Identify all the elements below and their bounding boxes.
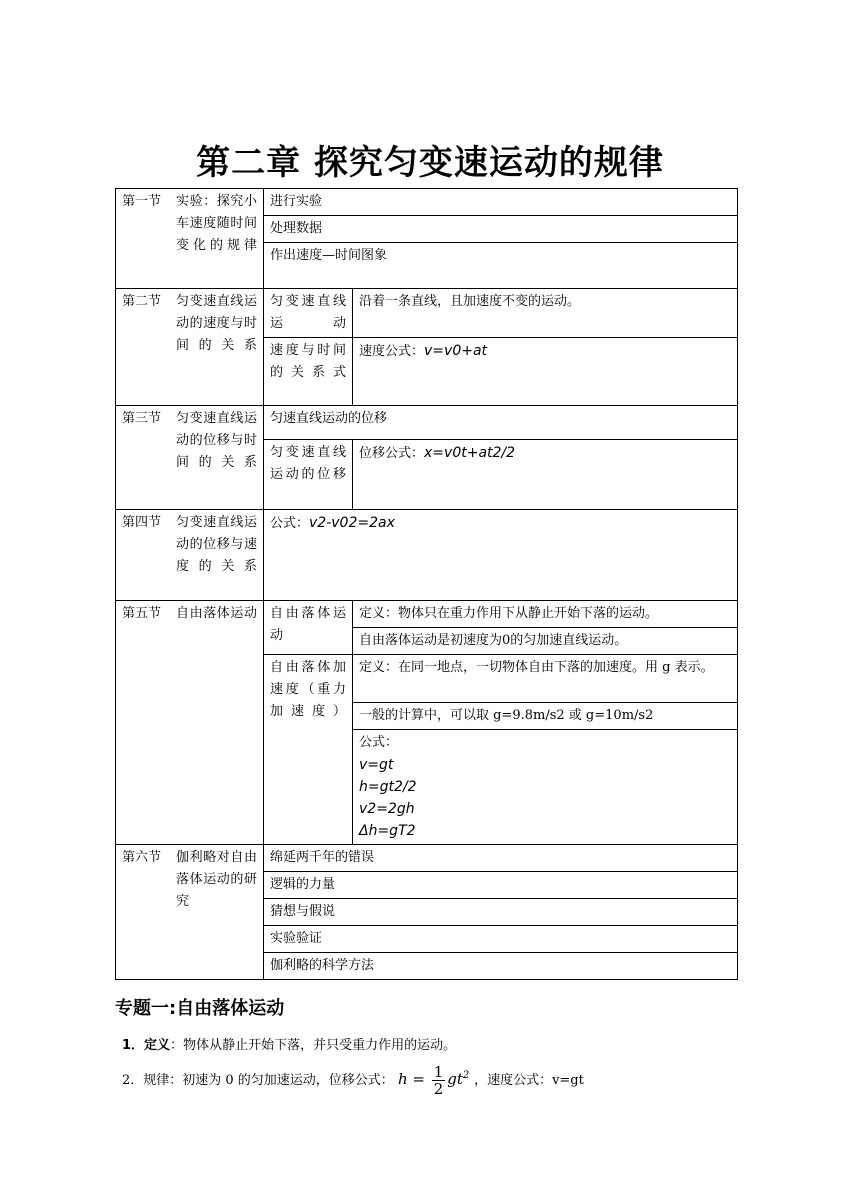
section-name: 伽利略对自由落体运动的研究 — [176, 850, 257, 909]
content-cell: 定义：物体只在重力作用下从静止开始下落的运动。 — [353, 601, 738, 628]
section-name: 实验：探究小车速度随时间变化的规律 — [176, 194, 257, 253]
topic-cell: 匀变速直线运动的位移 — [264, 440, 353, 510]
section-1-cell — [116, 189, 264, 289]
topic-cell: 自由落体运动 — [264, 601, 353, 655]
section-number: 第二节 — [122, 294, 162, 309]
topic-heading: 专题一:自由落体运动 — [115, 998, 285, 1019]
section-number: 第五节 — [122, 606, 162, 621]
formula: v=gt — [359, 757, 394, 773]
definition-text: ：物体从静止开始下落，并只受重力作用的运动。 — [170, 1038, 457, 1053]
formula: v=v0+at — [424, 343, 488, 359]
paragraph-number: 1． — [122, 1038, 145, 1053]
content-cell: 定义：在同一地点，一切物体自由下落的加速度。用 g 表示。 — [353, 655, 738, 703]
section-name: 匀变速直线运动的速度与时间的关系 — [176, 294, 257, 353]
chapter-summary-table — [115, 188, 738, 980]
table-row: 作出速度—时间图象 — [264, 243, 738, 289]
section-number: 第三节 — [122, 411, 162, 426]
formula: x=v0t+at2/2 — [424, 445, 516, 461]
definition-label: 定义 — [144, 1038, 171, 1053]
content-cell — [264, 510, 738, 601]
content-cell: 一般的计算中，可以取 g=9.8m/s2 或 g=10m/s2 — [353, 703, 738, 730]
table-row: 匀速直线运动的位移 — [264, 406, 738, 440]
content-cell — [353, 338, 738, 406]
table-row: 逻辑的力量 — [264, 872, 738, 899]
topic-paragraph-1 — [122, 1034, 456, 1053]
table-row: 实验验证 — [264, 926, 738, 953]
section-3-cell — [116, 406, 264, 510]
section-6-cell — [116, 845, 264, 980]
page-title: 第二章 探究匀变速运动的规律 — [196, 143, 664, 183]
section-number: 第四节 — [122, 515, 162, 530]
section-4-cell — [116, 510, 264, 601]
fraction: $\frac{1}{2}$ — [433, 1062, 444, 1098]
formula: Δh=gT2 — [359, 823, 416, 839]
displacement-formula: h = $\frac{1}{2}$ $gt^2$ — [397, 1062, 470, 1098]
content-cell — [353, 440, 738, 510]
formula-label: 公式： — [270, 516, 310, 531]
section-number: 第一节 — [122, 194, 162, 209]
topic-cell: 匀变速直线运动 — [264, 289, 353, 338]
table-row: 进行实验 — [264, 189, 738, 216]
section-name: 匀变速直线运动的位移与时间的关系 — [176, 411, 257, 470]
topic-cell: 自由落体加速度（重力加速度） — [264, 655, 353, 845]
topic-cell: 速度与时间的关系式 — [264, 338, 353, 406]
table-row: 猜想与假说 — [264, 899, 738, 926]
content-cell: 自由落体运动是初速度为0的匀加速直线运动。 — [353, 628, 738, 655]
section-5-cell — [116, 601, 264, 845]
formula: v2-v02=2ax — [309, 515, 395, 531]
section-name: 匀变速直线运动的位移与速度的关系 — [176, 515, 257, 574]
table-row: 处理数据 — [264, 216, 738, 243]
section-number: 第六节 — [122, 850, 162, 865]
table-row: 绵延两千年的错误 — [264, 845, 738, 872]
content-cell: 沿着一条直线，且加速度不变的运动。 — [353, 289, 738, 338]
table-row: 伽利略的科学方法 — [264, 953, 738, 980]
formula-label: 位移公式： — [359, 446, 425, 461]
formula: v2=2gh — [359, 801, 415, 817]
topic-paragraph-2 — [122, 1060, 584, 1097]
formula-label: 公式： — [359, 735, 399, 750]
formula-label: 速度公式： — [359, 344, 425, 359]
section-2-cell — [116, 289, 264, 406]
section-name: 自由落体运动 — [176, 606, 257, 621]
velocity-text: ，速度公式：v=gt — [474, 1073, 584, 1088]
content-cell — [353, 730, 738, 845]
law-text: 2．规律：初速为 0 的匀加速运动，位移公式： — [122, 1073, 394, 1088]
formula: h=gt2/2 — [359, 779, 417, 795]
